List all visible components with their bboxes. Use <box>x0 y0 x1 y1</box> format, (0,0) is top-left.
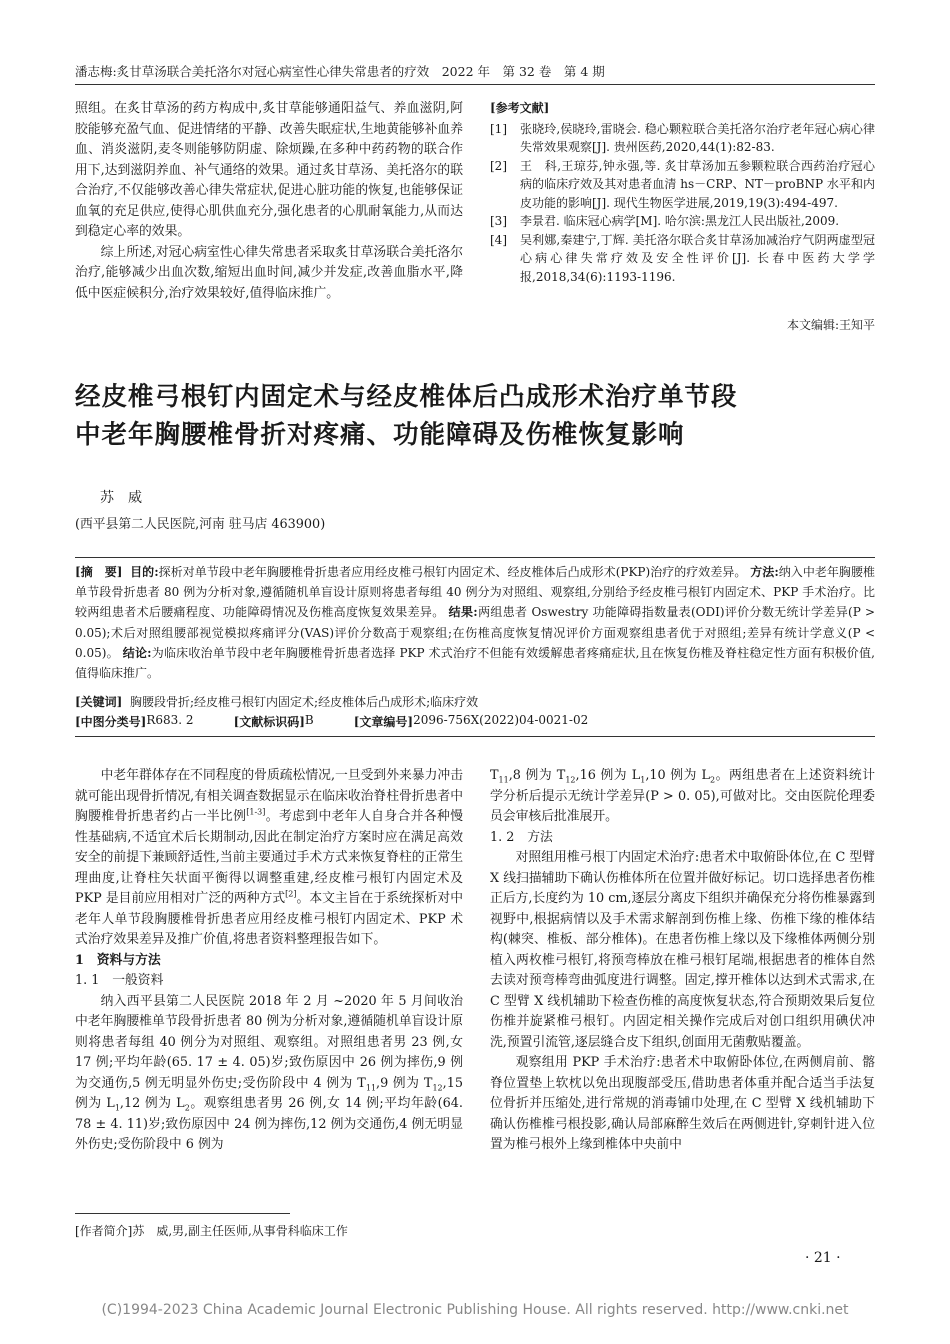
reference-item <box>490 157 875 213</box>
reference-text: 吴利娜,秦建宁,丁辉. 美托洛尔联合炙甘草汤加减治疗气阴两虚型冠心病心律失常疗效及安全性评价[J]. 长春中医药大学学报,2018,34(6):1193-1196. <box>520 232 875 284</box>
abstract-bottom-rule <box>75 736 875 737</box>
keywords-text: 胸腰段骨折;经皮椎弓根钉内固定术;经皮椎体后凸成形术;临床疗效 <box>130 695 479 709</box>
objective-label: 目的: <box>130 565 159 579</box>
method-control-paragraph: 对照组用椎弓根丁内固定术治疗:患者术中取俯卧体位,在 C 型臂 X 线扫描辅助下确认伤椎体所在位置并做好标记。切口选择患者伤椎正后方,长度约为 10 cm,逐层分离皮下组织并确保充分将伤椎暴露到视野中,根据病情以及手术需求解剖到伤椎上缘、伤椎下缘的椎体结构(棘突、椎板、部分椎体)。在患者伤椎上缘以及下缘椎体两侧分别植入两枚椎弓根钉,将预弯棒放在椎弓根钉尾端,根据患者的椎体自然去读对预弯棒弯曲弧度进行调整。固定,撑开椎体以达到术式需求,在 C 型臂 X 线机辅助下检查伤椎的高度恢复状态,符合预期效果后复位伤椎并旋紧椎弓根钉。内固定相关操作完成后对创口组织用碘伏冲洗,预置引流管,逐层缝合皮下组织,创面用无菌敷贴覆盖。 <box>490 850 875 1050</box>
reference-number: [3] <box>490 214 507 228</box>
section-heading: 1 资料与方法 <box>75 952 161 968</box>
previous-article-conclusion <box>75 99 463 304</box>
author-footnote: [作者简介]苏 威,男,副主任医师,从事骨科临床工作 <box>75 1224 348 1238</box>
reference-text: 王 科,王琼芬,钟永强,等. 炙甘草汤加五参颗粒联合西药治疗冠心病的临床疗效及其对患者血清 hs－CRP、NT－proBNP 水平和内皮功能的影响[J]. 现代生物医学进展,2019,19(3):494-497. <box>520 158 875 210</box>
data-paragraph-cont: $T_{11},8$ 例为 $T_{12},16$ 例为 $L_1,10$ 例为 $L_2$。两组患者在上述资料统计学分析后提示无统计学差异(P > 0. 05),可做对比。交由医院伦理委员会审核后批准展开。 <box>490 768 875 824</box>
subsection-heading: 1. 2 方法 <box>490 829 553 845</box>
paragraph: 综上所述,对冠心病室性心律失常患者采取炙甘草汤联合美托洛尔治疗,能够减少出血次数,缩短出血时间,减少并发症,改善血脂水平,降低中医症候积分,治疗效果较好,值得临床推广。 <box>75 244 463 301</box>
abstract-top-rule <box>75 557 875 558</box>
reference-number: [2] <box>490 158 507 173</box>
keywords-label: [关键词] <box>75 695 123 709</box>
method-text: 纳入中老年胸腰椎单节段骨折患者 80 例为分析对象,遵循随机单盲设计原则将患者每组 40 例分为对照组、观察组,分别给予经皮椎弓根钉内固定术、PKP 手术治疗。比较两组患者术后腰痛程度、功能障碍情况及伤椎高度恢复效果差异。 <box>75 565 875 620</box>
body-right-column <box>490 766 875 1156</box>
paragraph: 照组。在炙甘草汤的药方构成中,炙甘草能够通阳益气、养血滋阴,阿胶能够充盈气血、促进情绪的平静、改善失眠症状,生地黄能够补血养血、消炎滋阴,麦冬则能够防阴虚、除烦躁,在多种中药药物的联合作用下,达到滋阴养血、补气通络的效果。通过炙甘草汤、美托洛尔的联合治疗,不仅能够改善心律失常症状,促进心脏功能的恢复,也能够保证血氧的充足供应,使得心肌供血充分,强化患者的心肌耐氧能力,从而达到稳定心率的效果。 <box>75 101 463 239</box>
references-title: [参考文献] <box>490 101 550 115</box>
affiliation: (西平县第二人民医院,河南 驻马店 463900) <box>75 517 326 532</box>
running-head: 潘志梅:炙甘草汤联合美托洛尔对冠心病室性心律失常患者的疗效 2022 年 第 32 卷 第 4 期 <box>75 64 605 79</box>
article-no-value: 2096-756X(2022)04-0021-02 <box>413 713 589 727</box>
clc-label: [中图分类号] <box>75 715 147 729</box>
page-number: · 21 · <box>805 1250 841 1266</box>
doc-code-value: B <box>304 713 314 727</box>
header-divider <box>75 84 875 85</box>
article-title <box>75 378 880 454</box>
classification-line <box>75 713 875 730</box>
subsection-heading: 1. 1 一般资料 <box>75 973 164 988</box>
method-label: 方法: <box>750 565 779 579</box>
editor-credit: 本文编辑:王知平 <box>786 318 875 332</box>
abstract-label: [摘 要] <box>75 565 123 579</box>
result-label: 结果: <box>448 605 478 620</box>
intro-paragraph: 中老年群体存在不同程度的骨质疏松情况,一旦受到外来暴力冲击就可能出现骨折情况,有相关调查数据显示在临床收治脊柱骨折患者中胸腰椎骨折患者约占一半比例[1-3]。考虑到中老年人自身合并各种慢性基础病,不适宜术后长期制动,因此在制定治疗方案时应在满足高效安全的前提下兼顾舒适性,当前主要通过手术方式来恢复脊柱的正常生理曲度,让脊柱矢状面平衡得以调整重建,经皮椎弓根钉内固定术及 PKP 是目前应用相对广泛的两种方式[2]。本文主旨在于系统探析对中老年人单节段胸腰椎骨折患者应用经皮椎弓根钉内固定术、PKP 术式治疗效果差异及推广价值,将患者资料整理报告如下。 <box>75 768 464 947</box>
objective-text: 探析对单节段中老年胸腰椎骨折患者应用经皮椎弓根钉内固定术、经皮椎体后凸成形术(PKP)治疗的疗效差异。 <box>158 565 747 579</box>
data-paragraph: 纳入西平县第二人民医院 2018 年 2 月 ~2020 年 5 月间收治中老年胸腰椎单节段骨折患者 80 例为分析对象,遵循随机单盲设计原则将患者每组 40 例分为对照组、观察组。对照组患者男 23 例,女 17 例;平均年龄(65. 17 ± 4. 05)岁;致伤原因中 26 例为摔伤,9 例为交通伤,5 例无明显外伤史;受伤阶段中 4 例为 $T_{11},9$ 例为 $T_{12},15$ 例为 $L_1,12$ 例为 $L_2$。观察组患者男 26 例,女 14 例;平均年龄(64. 78 ± 4. 11)岁;致伤原因中 24 例为摔伤,12 例为交通伤,4 例无明显外伤史;受伤阶段中 6 例为 <box>75 993 463 1152</box>
reference-text: 李景君. 临床冠心病学[M]. 哈尔滨:黑龙江人民出版社,2009. <box>520 214 840 228</box>
clc-value: R683. 2 <box>146 713 194 727</box>
keywords <box>75 692 875 713</box>
reference-item <box>490 120 875 157</box>
footnote-rule <box>75 1213 290 1214</box>
method-observation-paragraph: 观察组用 PKP 手术治疗:患者术中取俯卧体位,在两侧肩前、髂脊位置垫上软枕以免出现腹部受压,借助患者体重并配合适当手法复位骨折并压缩处,进行常规的消毒铺巾处理,在 C 型臂 X 线机辅助下确认伤椎椎弓根投影,确认局部麻醉生效后在两侧进针,穿刺针进入位置为椎弓根外上缘到椎体中央前中 <box>490 1055 875 1152</box>
doc-code-label: [文献标识码] <box>233 715 305 729</box>
author-name: 苏威 <box>100 490 156 506</box>
title-line: 经皮椎弓根钉内固定术与经皮椎体后凸成形术治疗单节段 <box>75 382 738 412</box>
conclusion-text: 为临床收治单节段中老年胸腰椎骨折患者选择 PKP 术式治疗不但能有效缓解患者疼痛症状,且在恢复伤椎及脊柱稳定性方面有积极价值,值得临床推广。 <box>75 645 875 681</box>
reference-item <box>490 212 875 231</box>
result-text: 两组患者 Oswestry 功能障碍指数量表(ODI)评价分数无统计学差异(P > 0.05);术后对照组腰部视觉模拟疼痛评分(VAS)评价分数高于观察组;在伤椎高度恢复情况评价方面观察组患者优于对照组;差异有统计学意义(P < 0.05)。 <box>75 605 875 660</box>
references <box>490 99 875 286</box>
title-line: 中老年胸腰椎骨折对疼痛、功能障碍及伤椎恢复影响 <box>75 420 685 450</box>
reference-number: [4] <box>490 232 507 247</box>
conclusion-label: 结论: <box>122 645 152 660</box>
reference-text: 张晓玲,侯晓玲,雷晓会. 稳心颗粒联合美托洛尔治疗老年冠心病心律失常效果观察[J]. 贵州医药,2020,44(1):82-83. <box>520 121 875 154</box>
article-no-label: [文章编号] <box>353 715 414 729</box>
reference-item <box>490 231 875 287</box>
reference-number: [1] <box>490 121 507 136</box>
abstract <box>75 562 875 683</box>
body-left-column <box>75 766 463 1156</box>
copyright-watermark: (C)1994-2023 China Academic Journal Electronic Publishing House. All rights reserved. http://www.cnki.net <box>101 1302 849 1318</box>
